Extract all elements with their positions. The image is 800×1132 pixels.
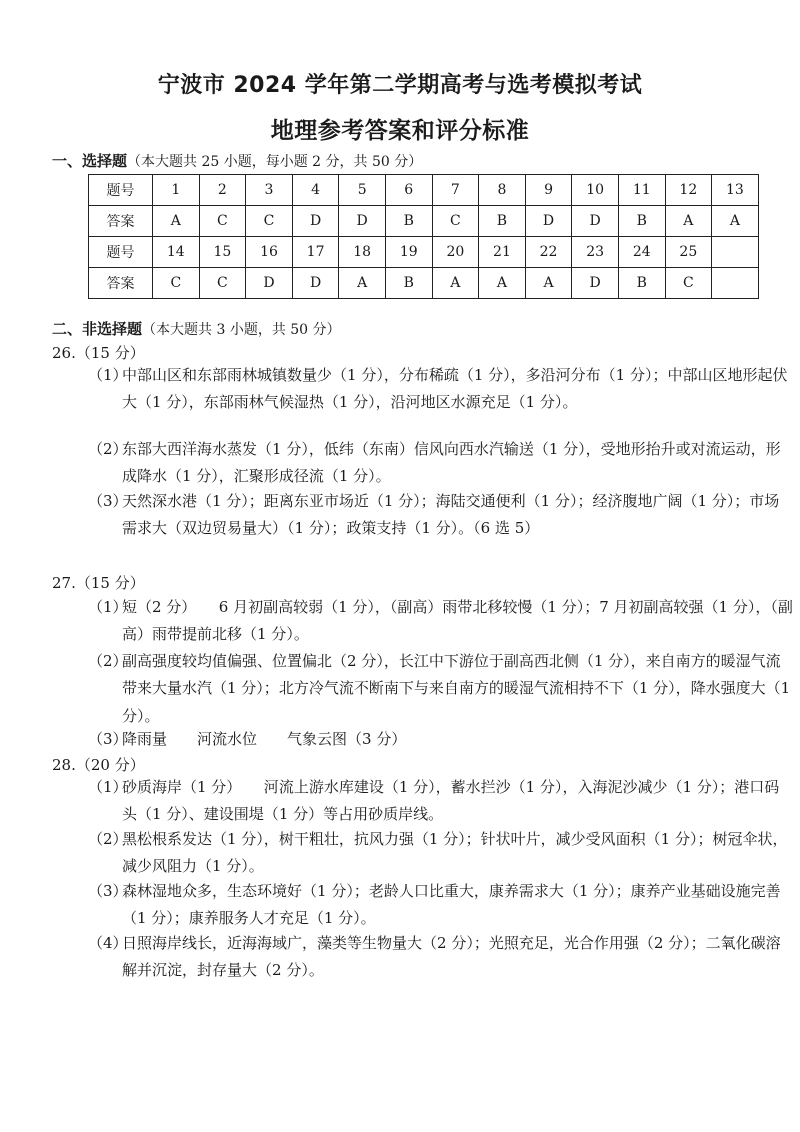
answer-cell: D (246, 268, 293, 299)
question-number-cell: 13 (712, 175, 759, 206)
answer-cell: B (618, 206, 665, 237)
part-number: （3） (88, 882, 128, 900)
answer-table-row (89, 206, 759, 237)
question-number-cell: 2 (199, 175, 246, 206)
answer-cell: A (153, 206, 200, 237)
answer-cell: C (665, 268, 712, 299)
part-text: 日照海岸线长，近海海域广，藻类等生物量大（2 分）；光照充足，光合作用强（2 分）；二氧化碳溶解并沉淀，封存量大（2 分）。 (122, 934, 781, 980)
answer-cell: C (199, 206, 246, 237)
part-number: （1） (88, 778, 128, 796)
answer-cell: D (292, 268, 339, 299)
answer-cell: C (432, 206, 479, 237)
section-2-note: （本大题共 3 小题，共 50 分） (142, 322, 341, 338)
question-26-part-1 (88, 362, 794, 417)
question-number-cell: 19 (385, 237, 432, 268)
question-number-cell: 3 (246, 175, 293, 206)
part-number: （1） (88, 366, 128, 384)
question-number-cell: 1 (153, 175, 200, 206)
section-2-heading (52, 318, 341, 339)
answer-cell: D (525, 206, 572, 237)
answer-cell: D (572, 268, 619, 299)
question-number-cell: 4 (292, 175, 339, 206)
answer-cell: D (339, 206, 386, 237)
section-1-note: （本大题共 25 小题，每小题 2 分，共 50 分） (127, 154, 423, 170)
part-number: （2） (88, 440, 128, 458)
question-number-cell: 25 (665, 237, 712, 268)
section-1-heading (52, 150, 422, 171)
answer-table (88, 174, 759, 299)
question-28-part-1 (88, 774, 794, 829)
question-number-cell: 21 (479, 237, 526, 268)
question-26-part-3 (88, 488, 794, 543)
part-text: 短（2 分） 6 月初副高较弱（1 分），（副高）雨带北移较慢（1 分）；7 月初副高较强（1 分），（副高）雨带提前北移（1 分）。 (122, 598, 793, 644)
part-text: 黑松根系发达（1 分），树干粗壮，抗风力强（1 分）；针状叶片，减少受风面积（1 分）；树冠伞状，减少风阻力（1 分）。 (122, 830, 788, 876)
question-number-cell: 16 (246, 237, 293, 268)
question-number-cell: 22 (525, 237, 572, 268)
question-number-cell: 17 (292, 237, 339, 268)
part-number: （2） (88, 830, 128, 848)
page-title: 宁波市 2024 学年第二学期高考与选考模拟考试 (157, 73, 643, 98)
part-number: （3） (88, 492, 128, 510)
question-27-title: 27.（15 分） (52, 574, 145, 592)
row-label: 答案 (89, 268, 153, 299)
question-26-title: 26.（15 分） (52, 344, 145, 362)
question-28-title: 28.（20 分） (52, 756, 145, 774)
question-number-cell: 18 (339, 237, 386, 268)
question-number-cell: 6 (385, 175, 432, 206)
row-label: 题号 (89, 237, 153, 268)
question-26-part-2 (88, 436, 794, 491)
part-text: 天然深水港（1 分）；距离东亚市场近（1 分）；海陆交通便利（1 分）；经济腹地广阔（1 分）；市场需求大（双边贸易量大）（1 分）；政策支持（1 分）。（6 选 5） (122, 492, 780, 538)
answer-cell: D (292, 206, 339, 237)
answer-cell (712, 268, 759, 299)
question-28-part-4 (88, 930, 794, 985)
answer-cell: A (479, 268, 526, 299)
answer-cell: A (712, 206, 759, 237)
answer-table-row (89, 175, 759, 206)
answer-cell: B (385, 206, 432, 237)
question-number-cell: 8 (479, 175, 526, 206)
answer-cell: A (665, 206, 712, 237)
part-number: （2） (88, 652, 128, 670)
question-number-cell: 14 (153, 237, 200, 268)
question-28-part-3 (88, 878, 794, 933)
answer-cell: C (199, 268, 246, 299)
part-text: 砂质海岸（1 分） 河流上游水库建设（1 分），蓄水拦沙（1 分），入海泥沙减少（1 分）；港口码头（1 分）、建设围堤（1 分）等占用砂质岸线。 (122, 778, 780, 824)
part-text: 副高强度较均值偏强、位置偏北（2 分），长江中下游位于副高西北侧（1 分），来自南方的暖湿气流带来大量水汽（1 分）；北方冷气流不断南下与来自南方的暖湿气流相持不下（1 分），降水强度大（1 分）。 (122, 652, 791, 725)
question-27-part-2 (88, 648, 794, 730)
part-number: （4） (88, 934, 128, 952)
question-27-part-1 (88, 594, 794, 649)
question-27-part-3 (88, 726, 794, 753)
question-number-cell: 11 (618, 175, 665, 206)
question-number-cell: 15 (199, 237, 246, 268)
answer-cell: A (432, 268, 479, 299)
question-number-cell: 7 (432, 175, 479, 206)
part-number: （3） (88, 730, 128, 748)
question-28-part-2 (88, 826, 794, 881)
question-number-cell (712, 237, 759, 268)
section-1-title: 一、选择题 (52, 152, 128, 170)
part-text: 东部大西洋海水蒸发（1 分），低纬（东南）信风向西水汽输送（1 分），受地形抬升或对流运动，形成降水（1 分），汇聚形成径流（1 分）。 (122, 440, 781, 486)
answer-table-row (89, 237, 759, 268)
part-text: 森林湿地众多，生态环境好（1 分）；老龄人口比重大，康养需求大（1 分）；康养产业基础设施完善（1 分）；康养服务人才充足（1 分）。 (122, 882, 781, 928)
answer-cell: C (246, 206, 293, 237)
question-number-cell: 12 (665, 175, 712, 206)
answer-table-row (89, 268, 759, 299)
part-text: 降雨量 河流水位 气象云图（3 分） (122, 730, 407, 748)
answer-cell: B (479, 206, 526, 237)
part-text: 中部山区和东部雨林城镇数量少（1 分），分布稀疏（1 分），多沿河分布（1 分）；中部山区地形起伏大（1 分），东部雨林气候湿热（1 分），沿河地区水源充足（1 分）。 (122, 366, 788, 412)
question-number-cell: 9 (525, 175, 572, 206)
question-number-cell: 23 (572, 237, 619, 268)
answer-cell: B (618, 268, 665, 299)
answer-cell: B (385, 268, 432, 299)
question-number-cell: 24 (618, 237, 665, 268)
answer-cell: A (525, 268, 572, 299)
page-subtitle: 地理参考答案和评分标准 (270, 118, 530, 144)
question-number-cell: 5 (339, 175, 386, 206)
part-number: （1） (88, 598, 128, 616)
row-label: 题号 (89, 175, 153, 206)
question-number-cell: 10 (572, 175, 619, 206)
row-label: 答案 (89, 206, 153, 237)
answer-cell: A (339, 268, 386, 299)
question-number-cell: 20 (432, 237, 479, 268)
section-2-title: 二、非选择题 (52, 320, 143, 338)
answer-cell: D (572, 206, 619, 237)
answer-cell: C (153, 268, 200, 299)
